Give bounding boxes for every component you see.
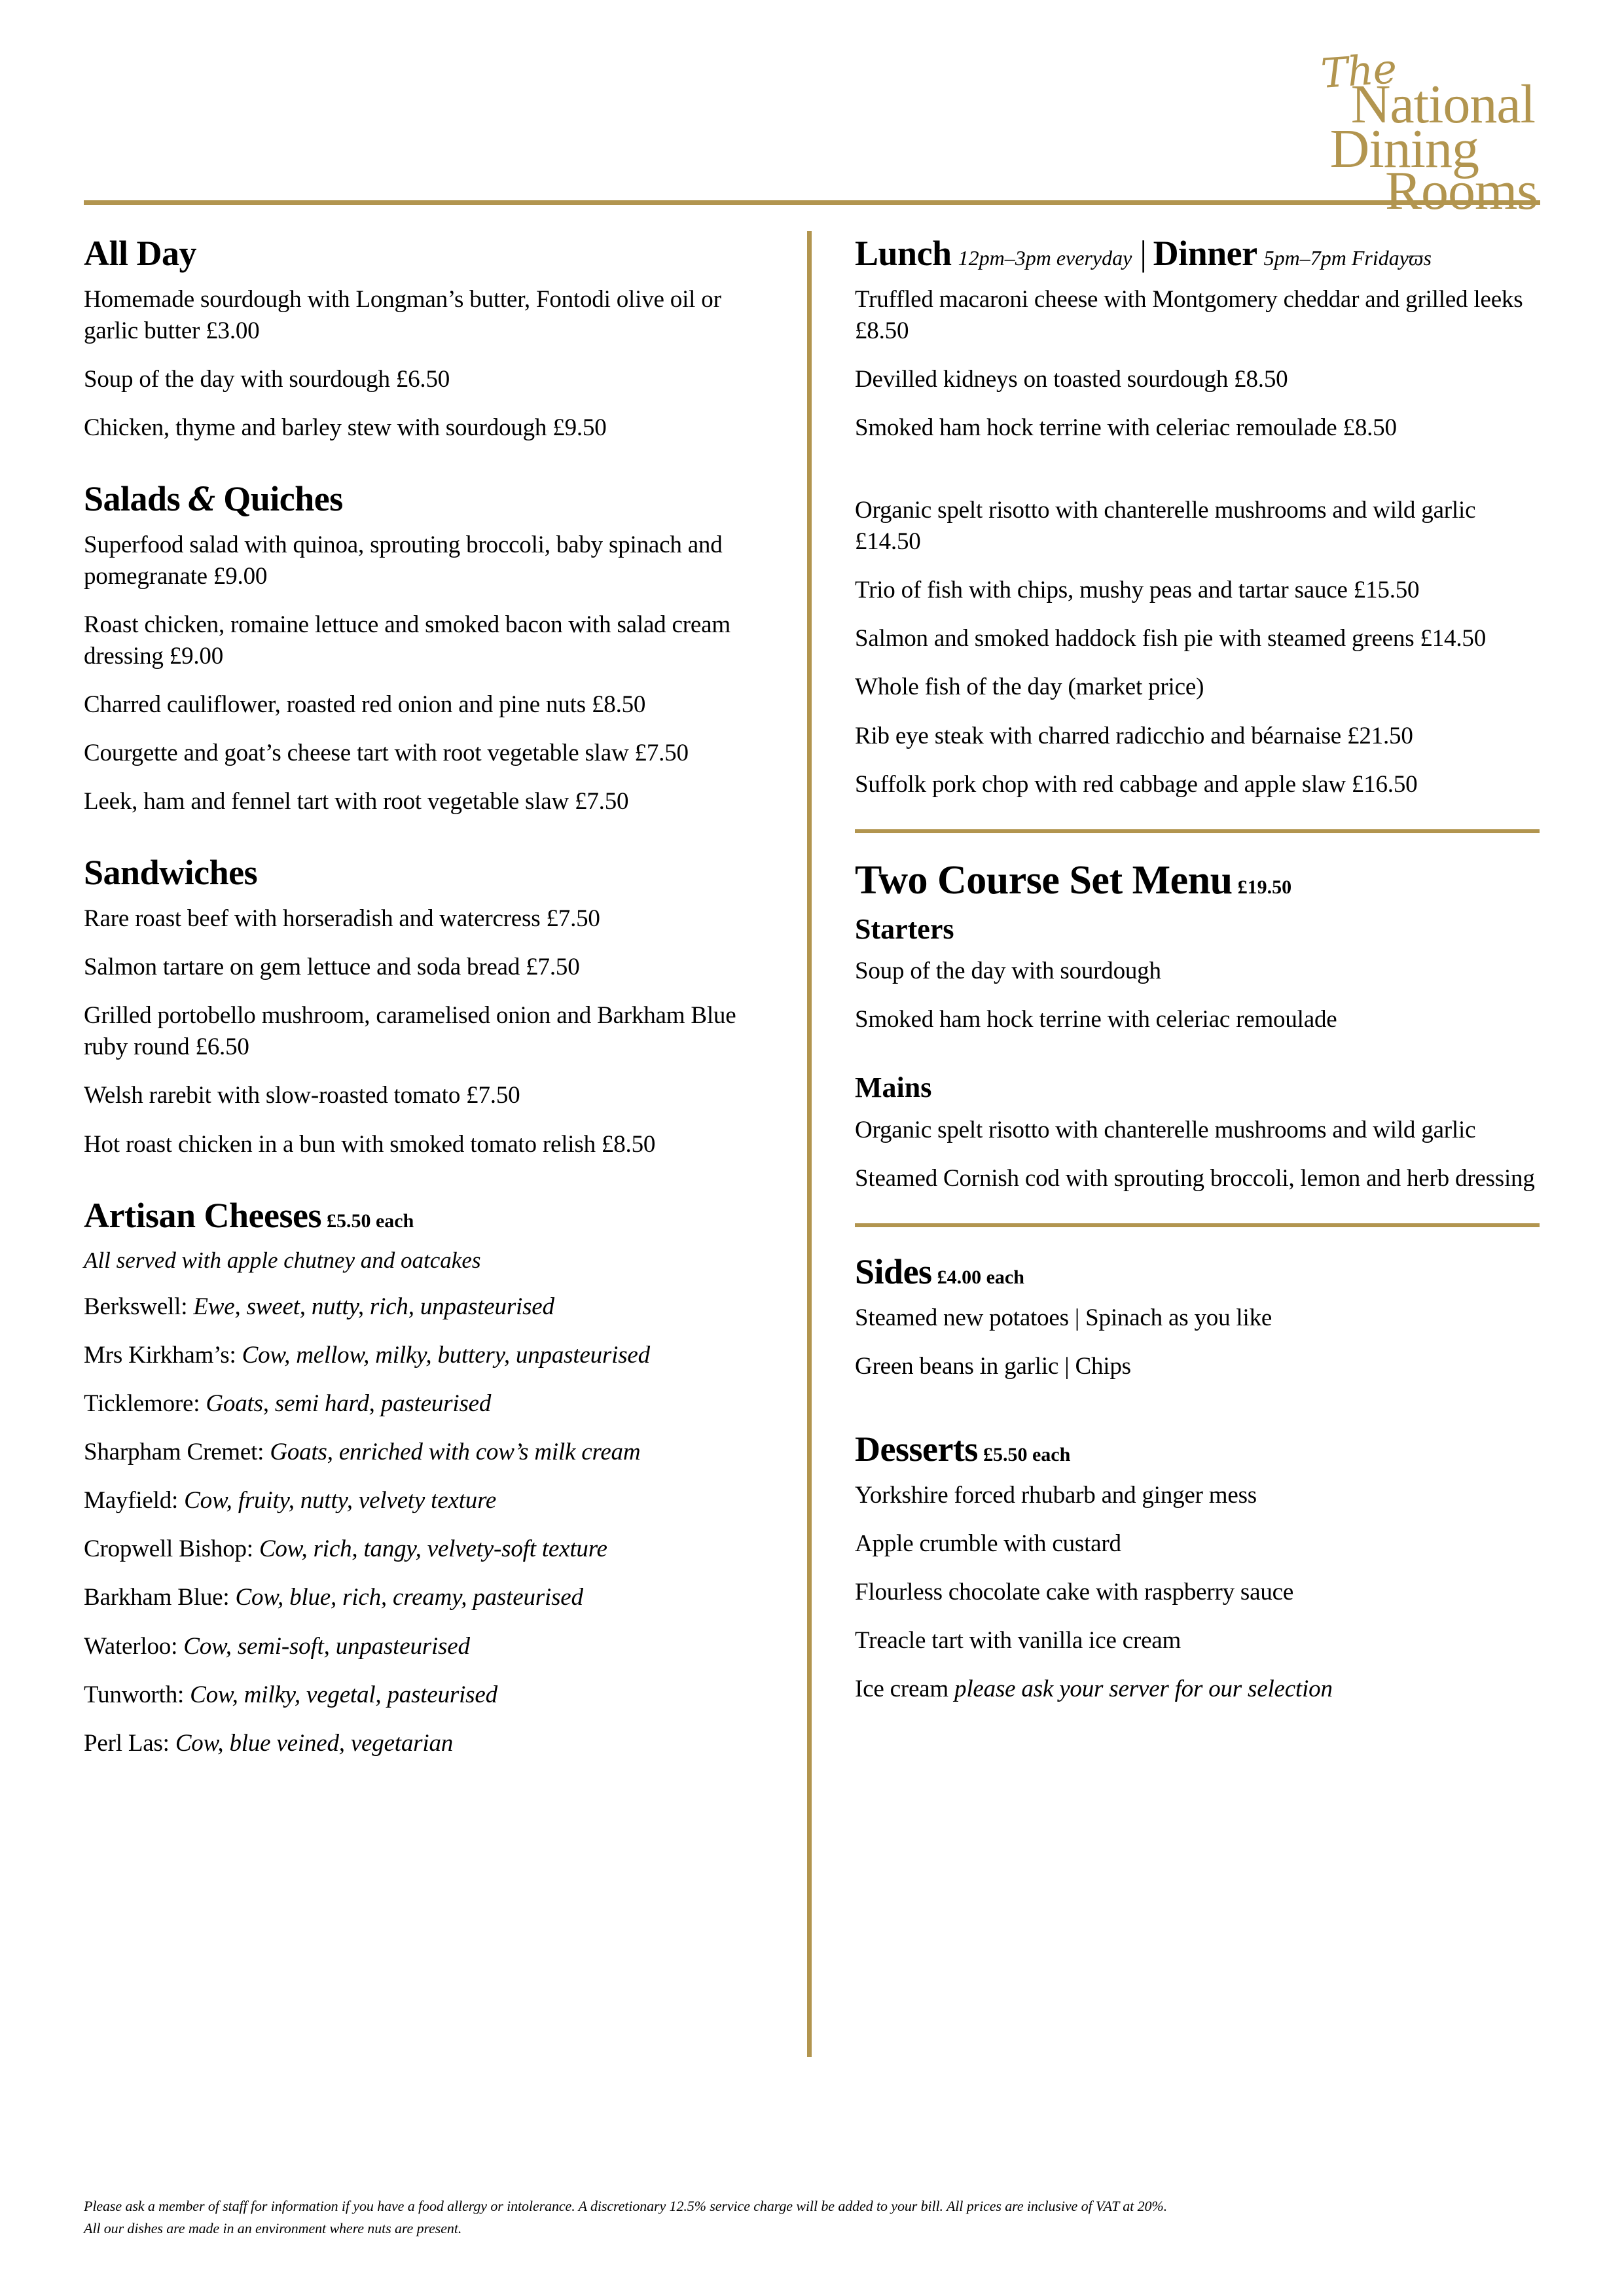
- lunch-times: 12pm–3pm everyday: [958, 246, 1132, 270]
- cheese-name: Mrs Kirkham’s:: [84, 1341, 236, 1369]
- cheese-row: [84, 1582, 768, 1613]
- restaurant-logo: [1260, 45, 1538, 221]
- sides-price: £4.00 each: [937, 1266, 1024, 1288]
- subsection-heading-mains: Mains: [855, 1071, 932, 1104]
- cheese-name: Cropwell Bishop:: [84, 1535, 253, 1563]
- menu-item: Rare roast beef with horseradish and watercress £7.50: [84, 905, 600, 933]
- cheese-name: Perl Las:: [84, 1729, 170, 1757]
- dinner-label: Dinner: [1153, 234, 1257, 273]
- dessert-name: Ice cream: [855, 1675, 948, 1702]
- cheese-description: Cow, fruity, nutty, velvety texture: [184, 1487, 497, 1515]
- section-lunch-dinner: [855, 235, 1540, 800]
- sides-row: Steamed new potatoes | Spinach as you like: [855, 1304, 1272, 1331]
- cheese-row: [84, 1534, 768, 1565]
- cheese-row: [84, 1340, 768, 1371]
- menu-item: Whole fish of the day (market price): [855, 673, 1204, 701]
- menu-item: Superfood salad with quinoa, sprouting broccoli, baby spinach and pomegranate £9.00: [84, 531, 723, 590]
- menu-item: Hot roast chicken in a bun with smoked tomato relish £8.50: [84, 1130, 656, 1158]
- menu-item: Soup of the day with sourdough £6.50: [84, 365, 450, 393]
- logo-word-dining: Dining: [1329, 118, 1479, 179]
- cheese-name: Sharpham Cremet:: [84, 1439, 264, 1466]
- section-sandwiches: [84, 854, 768, 1160]
- cheese-row: [84, 1631, 768, 1662]
- section-artisan-cheeses: [84, 1197, 768, 1759]
- ampersand-glyph: &: [189, 480, 215, 519]
- section-heading-salads-quiches: [84, 480, 768, 518]
- sides-label: Sides: [855, 1251, 932, 1291]
- menu-item: Salmon and smoked haddock fish pie with steamed greens £14.50: [855, 625, 1487, 653]
- cheese-description: Cow, milky, vegetal, pasteurised: [190, 1681, 497, 1708]
- menu-item: Grilled portobello mushroom, caramelised onion and Barkham Blue ruby round £6.50: [84, 1002, 736, 1061]
- cheese-row: [84, 1437, 768, 1468]
- cheeses-price: £5.50 each: [326, 1210, 414, 1232]
- cheese-description: Ewe, sweet, nutty, rich, unpasteurised: [193, 1293, 554, 1320]
- menu-item: Courgette and goat’s cheese tart with root vegetable slaw £7.50: [84, 740, 689, 767]
- section-heading-artisan-cheeses: [84, 1197, 768, 1234]
- cheese-row: [84, 1291, 768, 1323]
- section-heading-sandwiches: Sandwiches: [84, 853, 258, 893]
- cheese-name: Mayfield:: [84, 1487, 179, 1515]
- dinner-times: 5pm–7pm Fridayϖs: [1263, 246, 1432, 270]
- menu-item: Yorkshire forced rhubarb and ginger mess: [855, 1481, 1257, 1509]
- set-menu-divider-rule: [855, 829, 1540, 833]
- logo-word-the: The: [1319, 45, 1398, 98]
- menu-item: Devilled kidneys on toasted sourdough £8.50: [855, 365, 1288, 393]
- sides-divider-rule: [855, 1223, 1540, 1227]
- cheese-name: Berkswell:: [84, 1293, 188, 1320]
- cheese-description: Goats, enriched with cow’s milk cream: [270, 1439, 641, 1466]
- cheese-name: Barkham Blue:: [84, 1584, 230, 1611]
- footer-disclaimer: [84, 2195, 1540, 2240]
- menu-item: Organic spelt risotto with chanterelle mushrooms and wild garlic: [855, 1116, 1476, 1143]
- cheese-description: Cow, blue veined, vegetarian: [175, 1729, 454, 1757]
- cheese-row: [84, 1485, 768, 1516]
- cheese-description: Goats, semi hard, pasteurised: [206, 1390, 492, 1418]
- cheese-name: Tunworth:: [84, 1681, 185, 1708]
- sides-row: Green beans in garlic | Chips: [855, 1352, 1131, 1380]
- section-heading-lunch-dinner: [855, 235, 1540, 272]
- menu-item: Soup of the day with sourdough: [855, 958, 1161, 985]
- logo-word-rooms: Rooms: [1384, 160, 1538, 221]
- section-spacer: [855, 1052, 1540, 1072]
- menu-item: [855, 1674, 1540, 1705]
- menu-item: Flourless chocolate cake with raspberry sauce: [855, 1578, 1294, 1605]
- section-salads-quiches: [84, 480, 768, 817]
- menu-item: Smoked ham hock terrine with celeriac remoulade: [855, 1006, 1337, 1033]
- section-heading-salads-word: Salads: [84, 479, 181, 519]
- section-desserts: [855, 1431, 1540, 1705]
- section-heading-quiches-word: Quiches: [223, 479, 343, 519]
- menu-item: Trio of fish with chips, mushy peas and tartar sauce £15.50: [855, 577, 1420, 604]
- menu-item: Smoked ham hock terrine with celeriac remoulade £8.50: [855, 414, 1397, 441]
- set-menu-price: £19.50: [1237, 876, 1292, 898]
- section-heading-sides: [855, 1253, 1540, 1291]
- menu-item: Chicken, thyme and barley stew with sourdough £9.50: [84, 414, 607, 441]
- lunch-label: Lunch: [855, 234, 952, 273]
- footer-line-allergy: Please ask a member of staff for information if you have a food allergy or intolerance. A discretionary 12.5% service charge will be added to your bill. All prices are inclusive of VAT at 20%.: [84, 2197, 1168, 2214]
- menu-item: Truffled macaroni cheese with Montgomery cheddar and grilled leeks £8.50: [855, 285, 1523, 344]
- set-menu-label: Two Course Set Menu: [855, 857, 1233, 903]
- cheese-row: [84, 1679, 768, 1711]
- section-spacer: [855, 461, 1540, 495]
- desserts-label: Desserts: [855, 1429, 978, 1469]
- section-spacer: [855, 1411, 1540, 1431]
- footer-line-nuts: All our dishes are made in an environment where nuts are present.: [84, 2219, 462, 2236]
- section-heading-set-menu: [855, 859, 1540, 902]
- cheese-description: Cow, mellow, milky, buttery, unpasteurised: [242, 1341, 650, 1369]
- menu-item: Leek, ham and fennel tart with root vegetable slaw £7.50: [84, 788, 629, 816]
- cheese-description: Cow, rich, tangy, velvety-soft texture: [259, 1535, 607, 1563]
- menu-item: Apple crumble with custard: [855, 1530, 1121, 1557]
- column-divider-rule: [807, 231, 812, 2057]
- section-set-menu: [855, 859, 1540, 1194]
- cheese-name: Waterloo:: [84, 1632, 178, 1660]
- cheese-description: Cow, semi-soft, unpasteurised: [183, 1632, 470, 1660]
- dessert-description: please ask your server for our selection: [954, 1675, 1333, 1702]
- cheese-description: Cow, blue, rich, creamy, pasteurised: [235, 1584, 583, 1611]
- menu-item: Treacle tart with vanilla ice cream: [855, 1626, 1182, 1654]
- cheese-row: [84, 1728, 768, 1759]
- menu-item: Charred cauliflower, roasted red onion and pine nuts £8.50: [84, 691, 646, 719]
- section-heading-cheeses-label: Artisan Cheeses: [84, 1195, 321, 1235]
- menu-item: Rib eye steak with charred radicchio and béarnaise £21.50: [855, 722, 1413, 749]
- cheese-row: [84, 1388, 768, 1420]
- menu-item: Suffolk pork chop with red cabbage and apple slaw £16.50: [855, 770, 1418, 798]
- page-header: [84, 0, 1540, 221]
- menu-item: Organic spelt risotto with chanterelle mushrooms and wild garlic £14.50: [855, 497, 1476, 556]
- logo-word-national: National: [1350, 74, 1535, 135]
- section-heading-all-day: All Day: [84, 234, 196, 273]
- section-sides: [855, 1253, 1540, 1382]
- menu-item: Welsh rarebit with slow-roasted tomato £7.50: [84, 1082, 520, 1109]
- section-heading-desserts: [855, 1431, 1540, 1468]
- menu-item: Steamed Cornish cod with sprouting broccoli, lemon and herb dressing: [855, 1164, 1535, 1192]
- subsection-heading-starters: Starters: [855, 912, 954, 945]
- cheeses-note: All served with apple chutney and oatcakes: [84, 1247, 481, 1274]
- left-column: [84, 235, 807, 2094]
- menu-columns: [84, 235, 1540, 2094]
- menu-item: Salmon tartare on gem lettuce and soda bread £7.50: [84, 954, 580, 981]
- section-all-day: [84, 235, 768, 444]
- right-column: [812, 235, 1540, 2094]
- cheese-name: Ticklemore:: [84, 1390, 200, 1418]
- menu-item: Roast chicken, romaine lettuce and smoked bacon with salad cream dressing £9.00: [84, 611, 731, 670]
- menu-item: Homemade sourdough with Longman’s butter, Fontodi olive oil or garlic butter £3.00: [84, 285, 721, 344]
- desserts-price: £5.50 each: [983, 1443, 1071, 1465]
- heading-separator: |: [1140, 234, 1147, 273]
